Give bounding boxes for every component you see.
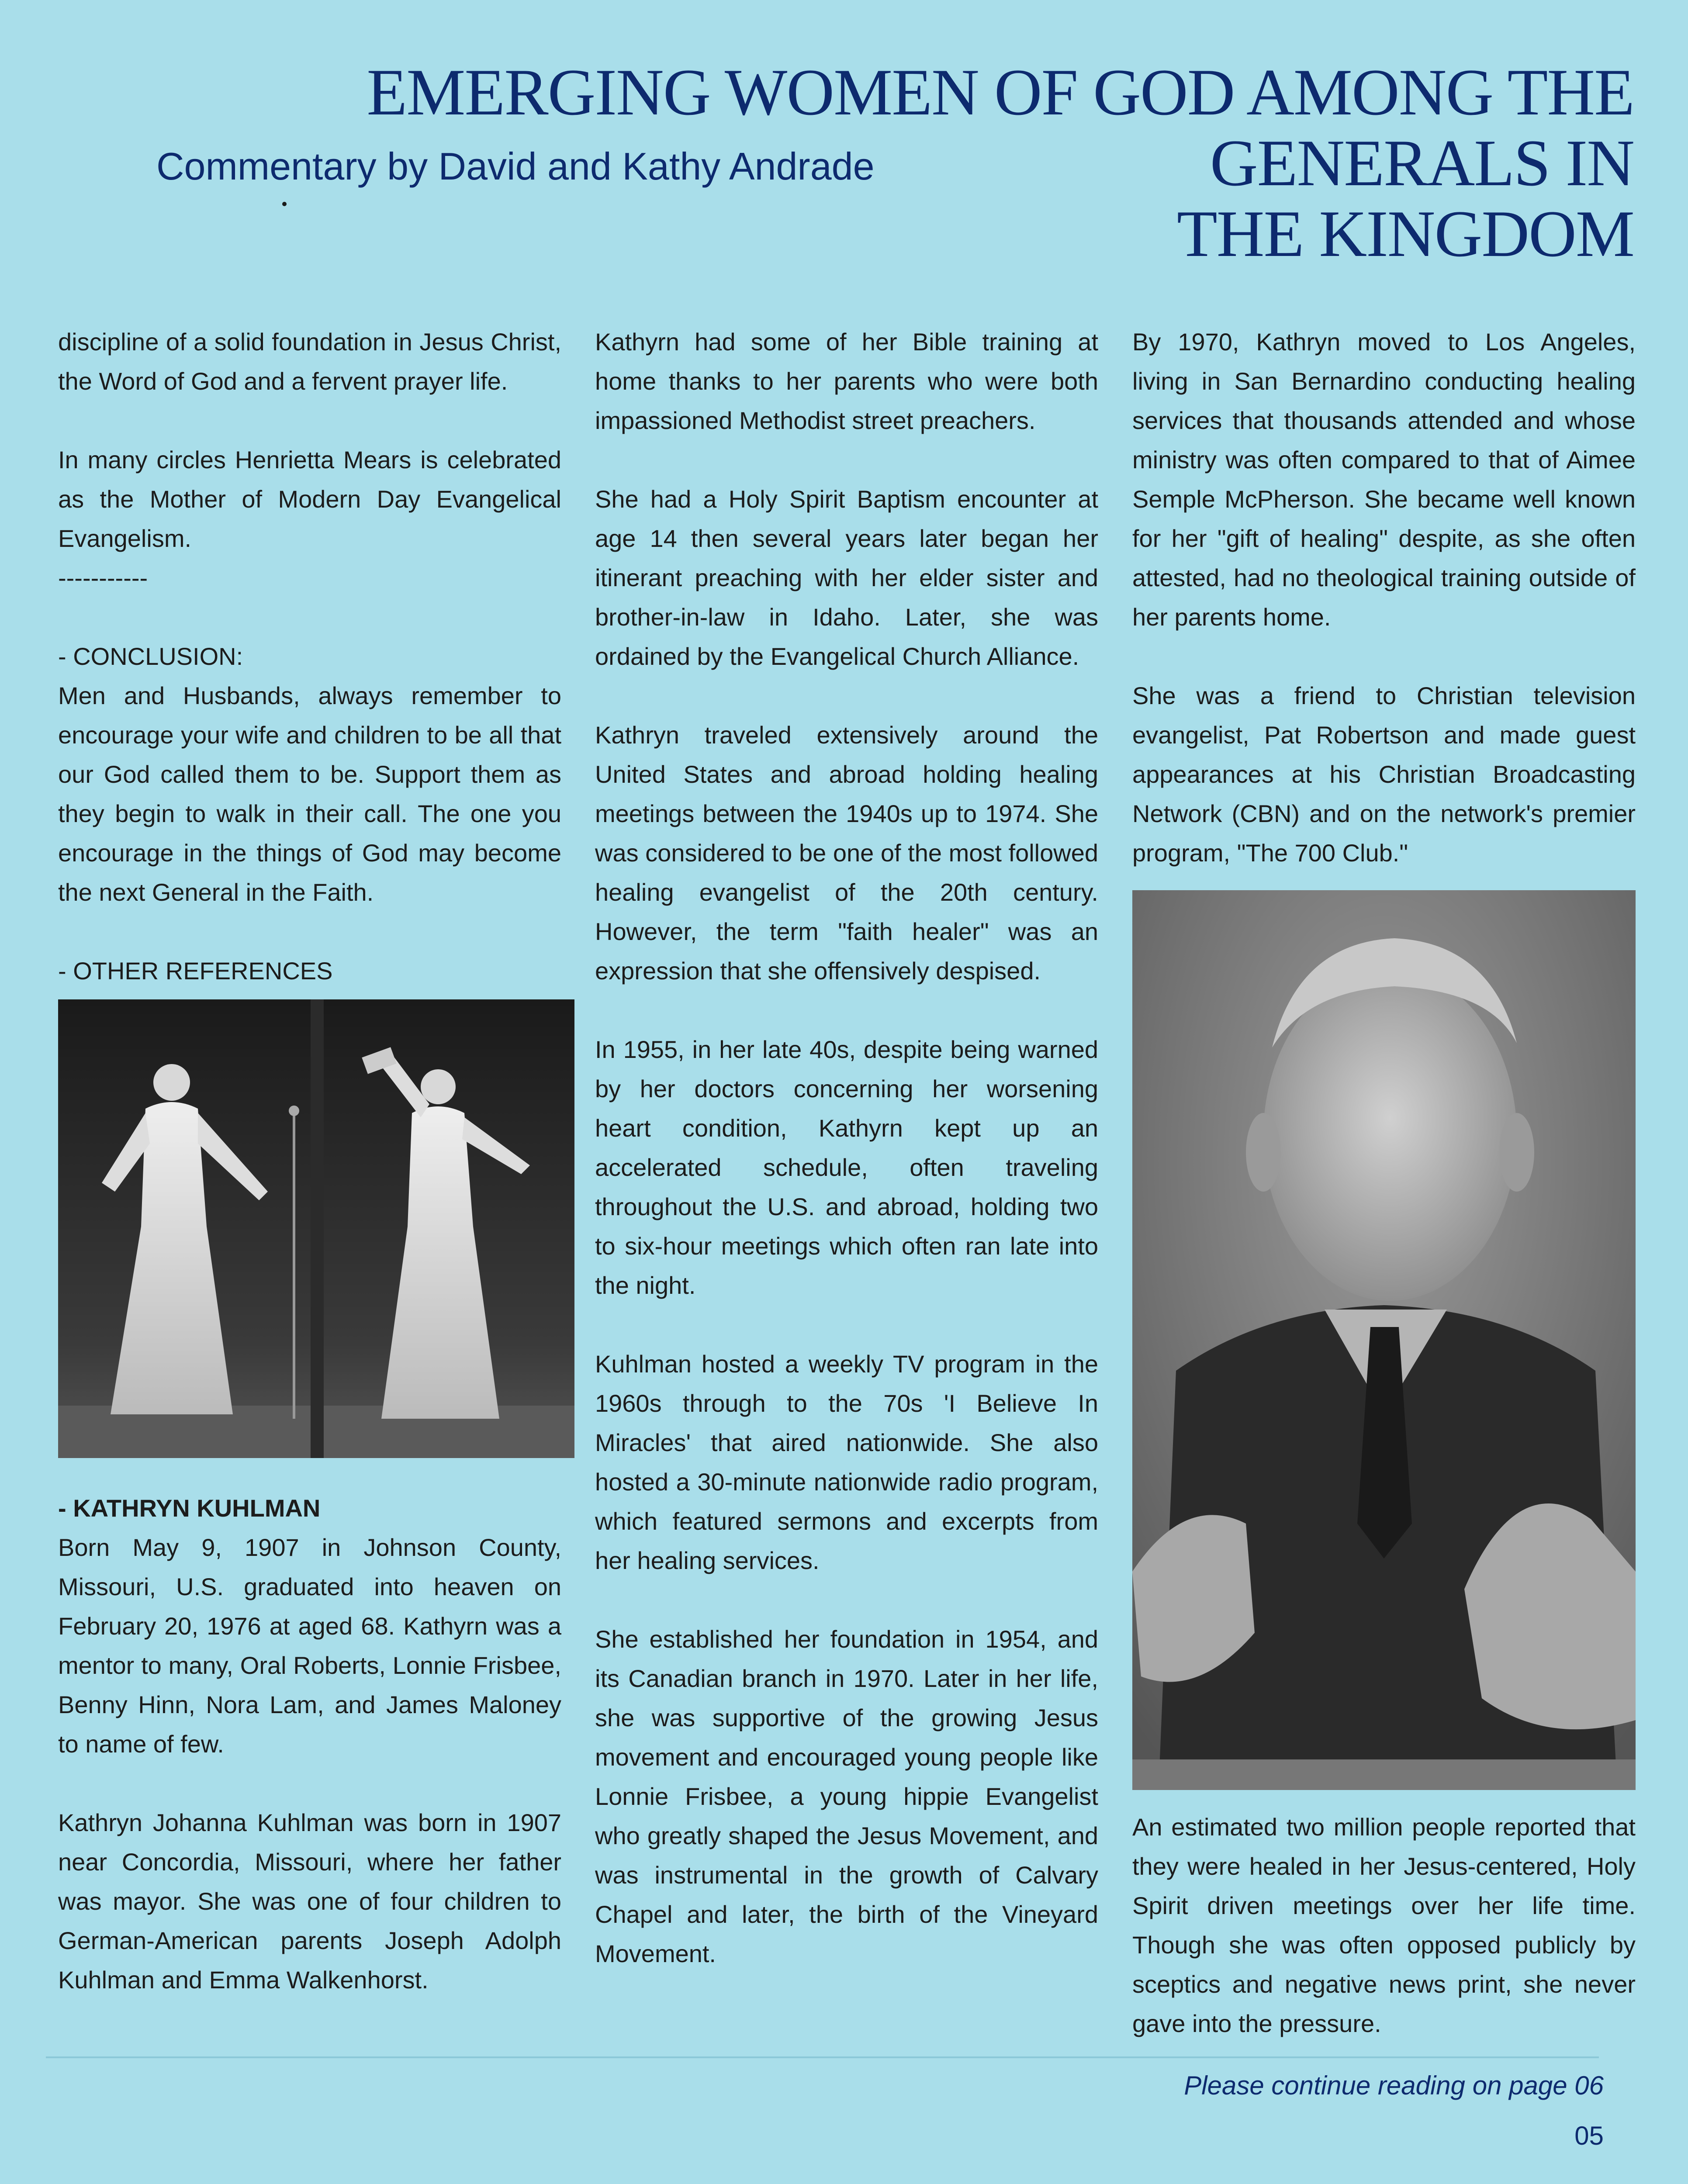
other-references-heading: - OTHER REFERENCES (58, 957, 333, 985)
paragraph: discipline of a solid foundation in Jesus Christ, the Word of God and a fervent prayer life. (58, 328, 561, 395)
paragraph: An estimated two million people reported that they were healed in her Jesus-centered, Holy Spirit driven meetings over her life time. Though she was often opposed publicly by sceptics and negative news print, she never gave into the pressure. (1132, 1813, 1636, 2037)
paragraph: She had a Holy Spirit Baptism encounter at age 14 then several years later began her itinerant preaching with her elder sister and brother-in-law in Idaho. Later, she was ordained by the Evangelical Church Alliance. (595, 485, 1098, 670)
divider-text: ----------- (58, 564, 148, 591)
column-3 (1132, 322, 1636, 2043)
conclusion-heading: - CONCLUSION: (58, 643, 243, 670)
paragraph: Kuhlman hosted a weekly TV program in the 1960s through to the 70s 'I Believe In Miracles' that aired nationwide. She also hosted a 30-minute nationwide radio program, which featured sermons and excerpts from her healing services. (595, 1350, 1098, 1574)
column-1 (58, 322, 561, 2000)
subtitle: Commentary by David and Kathy Andrade (156, 145, 875, 188)
kathryn-kuhlman-photo (58, 999, 574, 1458)
paragraph: She was a friend to Christian television evangelist, Pat Robertson and made guest appearances at his Christian Broadcasting Network (CBN) and on the network's premier program, "The 700 Club." (1132, 682, 1636, 867)
paragraph: She established her foundation in 1954, and its Canadian branch in 1970. Later in her life, she was supportive of the growing Jesus movement and encouraged young people like Lonnie Frisbee, a young hippie Evangelist who greatly shaped the Jesus Movement, and was instrumental in the growth of Calvary Chapel and later, the birth of the Vineyard Movement. (595, 1625, 1098, 1967)
title-line-2: THE KINGDOM (1176, 197, 1634, 270)
paragraph: Men and Husbands, always remember to encourage your wife and children to be all that our God called them to be. Support them as they begin to walk in their call. The one you encourage in the things of God may become the next General in the Faith. (58, 682, 561, 906)
paragraph: Born May 9, 1907 in Johnson County, Missouri, U.S. graduated into heaven on February 20, 1976 at aged 68. Kathyrn was a mentor to many, Oral Roberts, Lonnie Frisbee, Benny Hinn, Nora Lam, and James Maloney to name of few. (58, 1534, 561, 1758)
continue-reading-note: Please continue reading on page 06 (1184, 2071, 1604, 2100)
paragraph: In many circles Henrietta Mears is celebrated as the Mother of Modern Day Evangelical Evangelism. (58, 446, 561, 552)
stage-photo-illustration (58, 999, 574, 1458)
pat-robertson-photo (1132, 890, 1636, 1790)
paragraph: In 1955, in her late 40s, despite being warned by her doctors concerning her worsening heart condition, Kathyrn kept up an accelerated schedule, often traveling throughout the U.S. and abroad, holding two to six-hour meetings which often ran late into the night. (595, 1036, 1098, 1299)
paragraph: By 1970, Kathryn moved to Los Angeles, living in San Bernardino conducting healing services that thousands attended and whose ministry was often compared to that of Aimee Semple McPherson. She became well known for her "gift of healing" despite, as she often attested, had no theological training outside of her parents home. (1132, 328, 1636, 631)
paragraph: Kathryn traveled extensively around the United States and abroad holding healing meetings between the 1940s up to 1974. She was considered to be one of the most followed healing evangelist of the 20th century. However, the term "faith healer" was an expression that she offensively despised. (595, 721, 1098, 985)
page-number: 05 (1574, 2121, 1604, 2150)
paragraph: Kathyrn had some of her Bible training at home thanks to her parents who were both impassioned Methodist street preachers. (595, 328, 1098, 434)
title-line-1: EMERGING WOMEN OF GOD AMONG THE GENERALS IN (367, 55, 1634, 200)
portrait-photo-illustration (1132, 890, 1636, 1790)
column-2 (595, 322, 1098, 1973)
kathryn-kuhlman-heading: - KATHRYN KUHLMAN (58, 1494, 321, 1522)
paragraph: Kathryn Johanna Kuhlman was born in 1907 near Concordia, Missouri, where her father was mayor. She was one of four children to German-American parents Joseph Adolph Kuhlman and Emma Walkenhorst. (58, 1809, 561, 1994)
decorative-dot (282, 202, 287, 206)
footer-divider (46, 2056, 1599, 2058)
